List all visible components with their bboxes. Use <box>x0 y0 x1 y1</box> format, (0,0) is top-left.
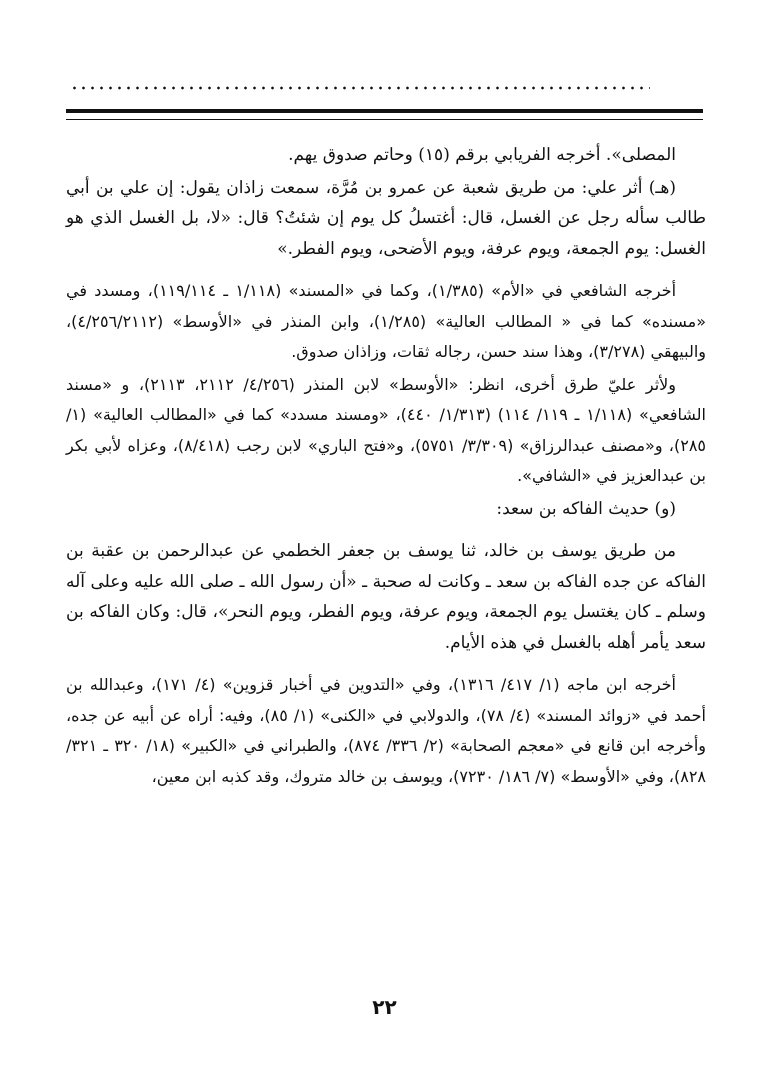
header-thick-rule <box>66 109 703 113</box>
header-dotted-line <box>70 86 650 90</box>
paragraph-turuq-ali: ولأثر عليّ طرق أخرى، انظر: «الأوسط» لابن المنذر (٤/٢٥٦/ ٢١١٢، ٢١١٣)، و «مسند الشافعي» (١/١١٨ ـ ١١٩/ ١١٤) (١/٣١٣/ ٤٤٠)، «ومسند مسدد» كما في «المطالب العالية» (١/ ٢٨٥)، و«مصنف عبدالرزاق» (٣/٣٠٩/ ٥٧٥١)، و«فتح الباري» لابن رجب (٨/٤١٨)، وعزاه لأبي بكر بن عبدالعزيز في «الشافي». <box>66 374 706 485</box>
paragraph-takhrij-fakih: أخرجه ابن ماجه (١/ ٤١٧/ ١٣١٦)، وفي «التدوين في أخبار قزوين» (٤/ ١٧١)، وعبدالله بن أحمد في «زوائد المسند» (٤/ ٧٨)، والدولابي في «الكنى» (١/ ٨٥)، وفيه: أراه عن أبيه عن جده، وأخرجه ابن قانع في «معجم الصحابة» (٢/ ٣٣٦/ ٨٧٤)، والطبراني في «الكبير» (١٨/ ٣٢٠ ـ ٣٢١/ ٨٢٨)، وفي «الأوسط» (٧/ ١٨٦/ ٧٢٣٠)، ويوسف بن خالد متروك، وقد كذبه ابن معين، <box>66 675 706 786</box>
page-body <box>66 140 706 792</box>
header-thin-rule <box>66 119 703 120</box>
page-number: ٢٢ <box>372 995 397 1019</box>
paragraph-continuation: المصلى». أخرجه الفريابي برقم (١٥) وحاتم صدوق يهم. <box>288 145 676 165</box>
paragraph-hadith-fakih: من طريق يوسف بن خالد، ثنا يوسف بن جعفر الخطمي عن عبدالرحمن بن عقبة بن الفاكه عن جده الفاكه بن سعد ـ وكانت له صحبة ـ «أن رسول الله ـ صلى الله عليه وعلى آله وسلم ـ كان يغتسل يوم الجمعة، ويوم عرفة، ويوم الفطر، ويوم النحر»، قال: وكان الفاكه بن سعد يأمر أهله بالغسل في هذه الأيام. <box>66 541 706 653</box>
paragraph-takhrij-ali: أخرجه الشافعي في «الأم» (١/٣٨٥)، وكما في «المسند» (١/١١٨ ـ ١١٩/١١٤)، ومسدد في «مسنده» كما في « المطالب العالية» (١/٢٨٥)، وابن المنذر في «الأوسط» (٤/٢٥٦/٢١١٢)، والبيهقي (٣/٢٧٨)، وهذا سند حسن، رجاله ثقات، وزاذان صدوق. <box>66 281 706 361</box>
section-heading-fakih: (و) حديث الفاكه بن سعد: <box>496 498 676 519</box>
paragraph-athar-ali: (هـ) أثر علي: من طريق شعبة عن عمرو بن مُرَّة، سمعت زاذان يقول: إن علي بن أبي طالب سأله رجل عن الغسل، قال: أغتسلُ كل يوم إن شئتُ؟ قال: «لا، بل الغسل الذي هو الغسل: يوم الجمعة، ويوم عرفة، ويوم الأضحى، ويوم الفطر.» <box>66 177 706 259</box>
